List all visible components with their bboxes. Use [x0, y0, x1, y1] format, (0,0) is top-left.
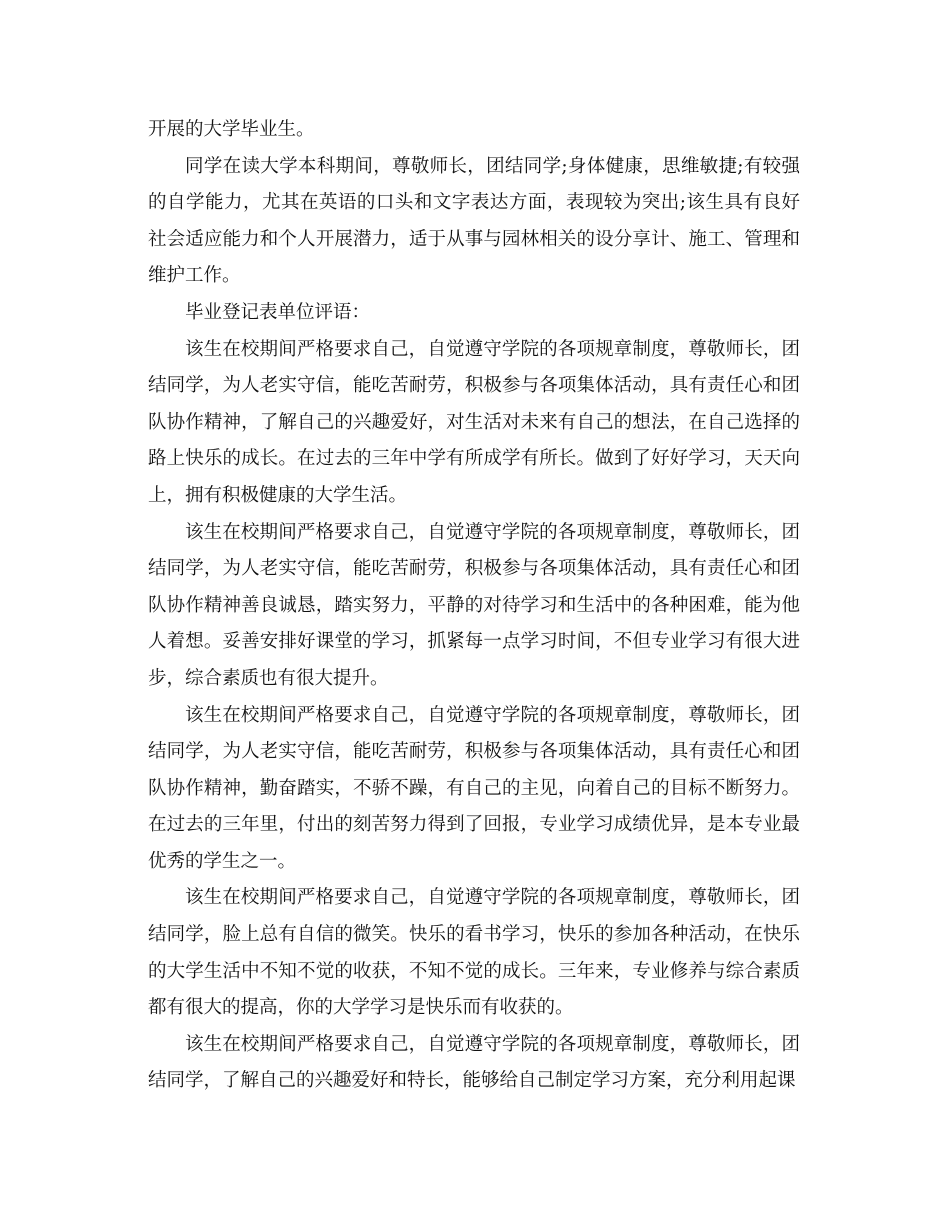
paragraph-comment-2: 该生在校期间严格要求自己，自觉遵守学院的各项规章制度，尊敬师长，团结同学，为人老实守信，能吃苦耐劳，积极参与各项集体活动，具有责任心和团队协作精神善良诚恳，踏实努力，平静的对待学习和生活中的各种困难，能为他人着想。妥善安排好课堂的学习，抓紧每一点学习时间，不但专业学习有很大进步，综合素质也有很大提升。 [148, 521, 800, 689]
paragraph-student-summary: 同学在读大学本科期间，尊敬师长，团结同学;身体健康，思维敏捷;有较强的自学能力，尤其在英语的口头和文字表达方面，表现较为突出;该生具有良好社会适应能力和个人开展潜力，适于从事与园林相关的设分享计、施工、管理和维护工作。 [148, 155, 800, 287]
paragraph-continuation: 开展的大学毕业生。 [148, 119, 315, 140]
paragraph-comment-5: 该生在校期间严格要求自己，自觉遵守学院的各项规章制度，尊敬师长，团结同学，了解自己的兴趣爱好和特长，能够给自己制定学习方案，充分利用起课 [148, 1033, 800, 1092]
paragraph-comment-3: 该生在校期间严格要求自己，自觉遵守学院的各项规章制度，尊敬师长，团结同学，为人老实守信，能吃苦耐劳，积极参与各项集体活动，具有责任心和团队协作精神，勤奋踏实，不骄不躁，有自己的主见，向着自己的目标不断努力。在过去的三年里，付出的刻苦努力得到了回报，专业学习成绩优异，是本专业最优秀的学生之一。 [148, 704, 800, 872]
paragraph-comment-1: 该生在校期间严格要求自己，自觉遵守学院的各项规章制度，尊敬师长，团结同学，为人老实守信，能吃苦耐劳，积极参与各项集体活动，具有责任心和团队协作精神，了解自己的兴趣爱好，对生活对未来有自己的想法，在自己选择的路上快乐的成长。在过去的三年中学有所成学有所长。做到了好好学习，天天向上，拥有积极健康的大学生活。 [148, 338, 800, 506]
document-page [148, 112, 800, 1100]
paragraph-comment-4: 该生在校期间严格要求自己，自觉遵守学院的各项规章制度，尊敬师长，团结同学，脸上总有自信的微笑。快乐的看书学习，快乐的参加各种活动，在快乐的大学生活中不知不觉的收获，不知不觉的成长。三年来，专业修养与综合素质都有很大的提高，你的大学学习是快乐而有收获的。 [148, 887, 800, 1019]
section-heading-unit-comments: 毕业登记表单位评语： [185, 301, 371, 323]
